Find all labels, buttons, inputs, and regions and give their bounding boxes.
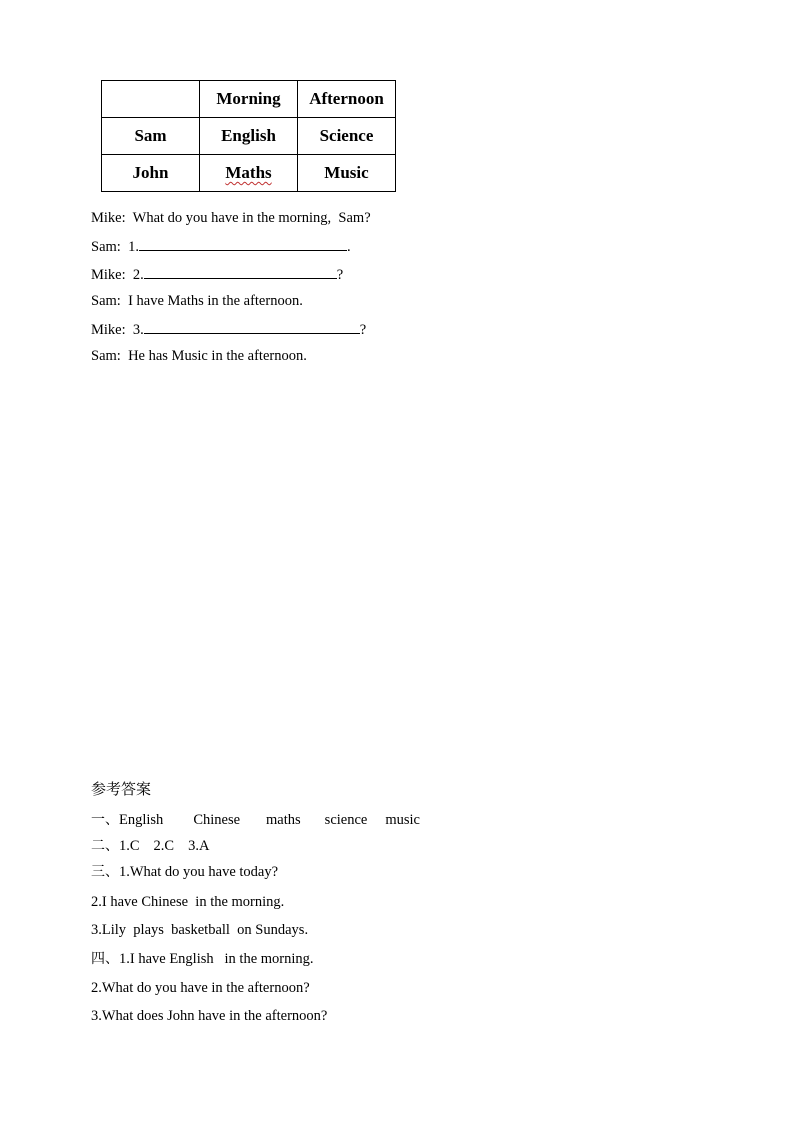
row-morning: English [200, 118, 298, 155]
answer-line: 3.What does John have in the afternoon? [91, 1008, 328, 1024]
table-row [102, 81, 396, 118]
answer-section-4 [91, 950, 314, 968]
punctuation: ? [359, 322, 367, 338]
dialogue-line-5 [91, 319, 366, 339]
table-row [102, 155, 396, 192]
table-cell-empty [102, 81, 200, 118]
row-afternoon: Music [298, 155, 396, 192]
answer-item: 1.C [119, 838, 140, 854]
speaker: Sam: [91, 348, 121, 364]
dialogue-line-2 [91, 236, 351, 256]
punctuation: ? [336, 267, 344, 283]
spellcheck-word: Maths [225, 163, 272, 182]
section-prefix: 四、 [91, 951, 119, 967]
dialogue-line-6 [91, 347, 307, 365]
row-name: John [102, 155, 200, 192]
answers-title [91, 780, 151, 799]
answer-section-1 [91, 811, 420, 829]
header-afternoon: Afternoon [298, 81, 396, 118]
question-number: 1. [128, 239, 139, 255]
schedule-table [101, 80, 396, 192]
speaker: Mike: [91, 322, 126, 338]
answer-blank[interactable] [144, 319, 360, 334]
answer-item: 2.C [153, 838, 175, 854]
question-number: 3. [132, 322, 144, 338]
answer-section-3 [91, 863, 278, 881]
section-prefix: 一、 [91, 812, 119, 828]
speaker: Sam: [91, 239, 121, 255]
answer-item: maths [266, 812, 301, 828]
dialogue-line-1 [91, 209, 371, 227]
dialogue-text: I have Maths in the afternoon. [128, 293, 303, 309]
answer-line: 1.What do you have today? [119, 864, 279, 880]
question-number: 2. [132, 267, 144, 283]
answer-item: 3.A [188, 838, 210, 854]
answer-section-2 [91, 837, 209, 855]
answers-title-text: 参考答案 [91, 780, 152, 798]
answer-item: science [324, 812, 368, 828]
speaker: Mike: [91, 267, 126, 283]
answer-item: music [385, 812, 420, 828]
dialogue-line-4 [91, 292, 303, 310]
dialogue-line-3 [91, 264, 343, 284]
row-name: Sam [102, 118, 200, 155]
section-prefix: 三、 [91, 864, 119, 880]
header-morning: Morning [200, 81, 298, 118]
answer-blank[interactable] [139, 236, 347, 251]
punctuation: . [346, 239, 351, 255]
answer-line: 2.I have Chinese in the morning. [91, 894, 285, 910]
answer-blank[interactable] [144, 264, 337, 279]
row-morning [200, 155, 298, 192]
answer-line: 3.Lily plays basketball on Sundays. [91, 922, 309, 938]
table-row [102, 118, 396, 155]
row-afternoon: Science [298, 118, 396, 155]
answer-line: 2.What do you have in the afternoon? [91, 980, 310, 996]
dialogue-text: What do you have in the morning, Sam? [132, 210, 371, 226]
speaker: Sam: [91, 293, 121, 309]
speaker: Mike: [91, 210, 126, 226]
answer-item: Chinese [193, 812, 241, 828]
section-prefix: 二、 [91, 838, 119, 854]
dialogue-text: He has Music in the afternoon. [128, 348, 307, 364]
answer-item: English [119, 812, 164, 828]
answer-line: 1.I have English in the morning. [119, 951, 314, 967]
